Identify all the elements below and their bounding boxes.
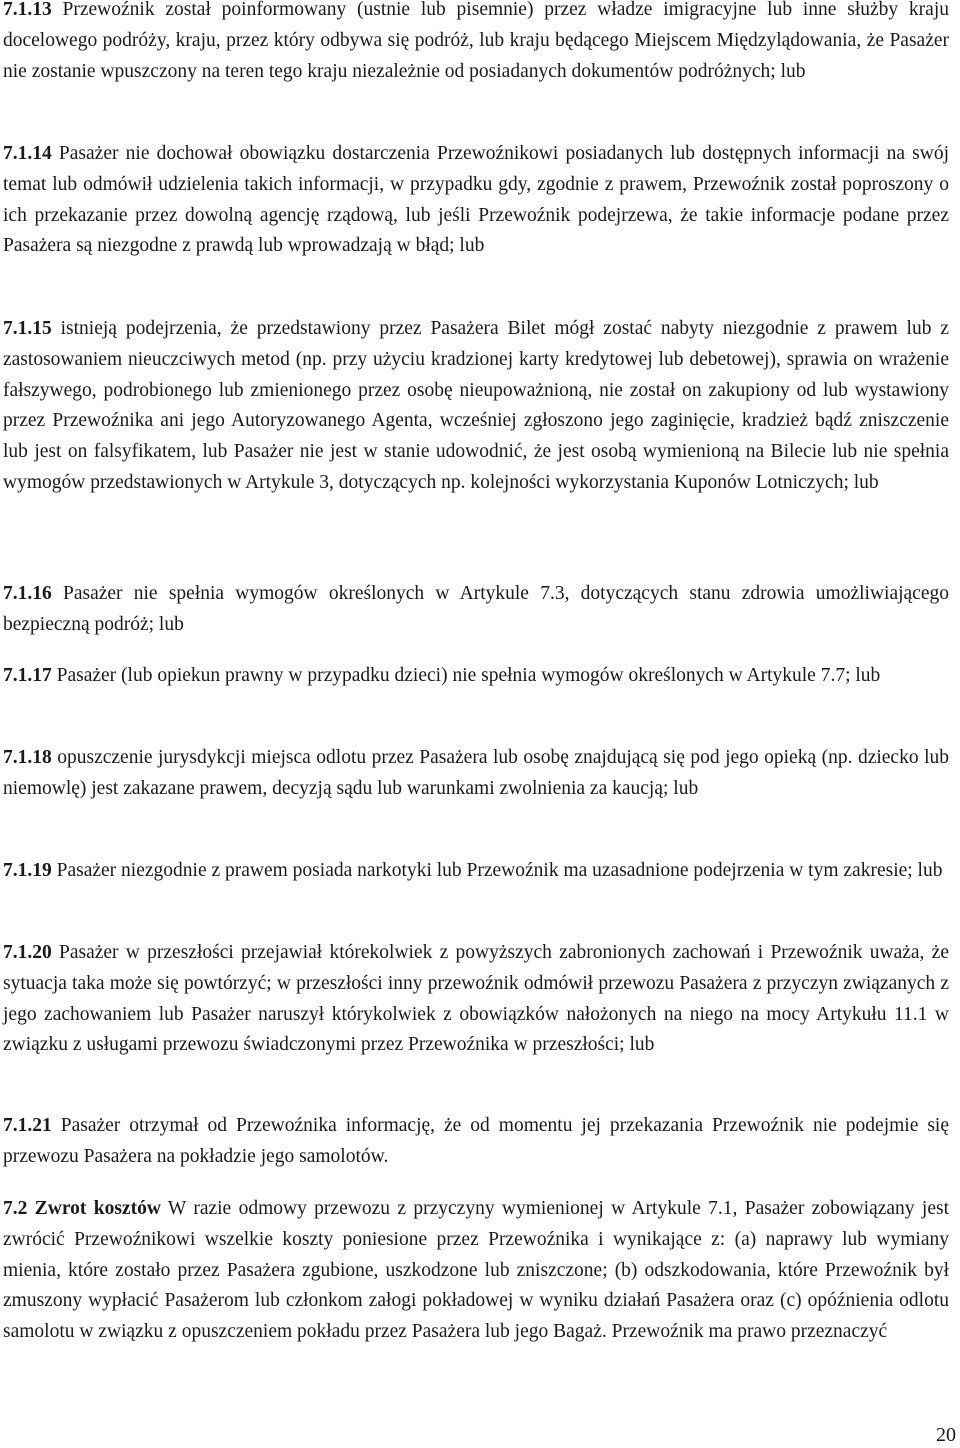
paragraph-7-2 xyxy=(3,1194,949,1348)
section-heading: 7.2 Zwrot kosztów xyxy=(3,1198,161,1219)
paragraph-text: Pasażer (lub opiekun prawny w przypadku dzieci) nie spełnia wymogów określonych w Artykule 7.7; lub xyxy=(51,665,881,686)
paragraph-text: Pasażer niezgodnie z prawem posiada narkotyki lub Przewoźnik ma uzasadnione podejrzenia w tym zakresie; lub xyxy=(51,860,943,881)
paragraph-text: W razie odmowy przewozu z przyczyny wymienionej w Artykule 7.1, Pasażer zobowiązany jest zwrócić Przewoźnikowi wszelkie koszty poniesione przez Przewoźnika i wynikające z: (a) naprawy lub wymiany mienia, które zostało przez Pasażera zgubione, uszkodzone lub zniszczone; (b) odszkodowania, które Przewoźnik był zmuszony wypłacić Pasażerom lub członkom załogi pokładowej w wyniku działań Pasażera oraz (c) opóźnienia odlotu samolotu w związku z opuszczeniem pokładu przez Pasażera lub jego Bagaż. Przewoźnik ma prawo przeznaczyć xyxy=(3,1198,949,1343)
paragraph-text: opuszczenie jurysdykcji miejsca odlotu przez Pasażera lub osobę znajdującą się pod jego opieką (np. dziecko lub niemowlę) jest zakazane prawem, decyzją sądu lub warunkami zwolnienia za kaucją; lub xyxy=(3,747,949,799)
paragraph-7-1-20 xyxy=(3,938,949,1061)
paragraph-text: Pasażer nie spełnia wymogów określonych w Artykule 7.3, dotyczących stanu zdrowia umożliwiającego bezpieczną podróż; lub xyxy=(3,583,949,635)
paragraph-number: 7.1.14 xyxy=(3,143,52,164)
paragraph-number: 7.1.16 xyxy=(3,583,52,604)
paragraph-text: Pasażer otrzymał od Przewoźnika informację, że od momentu jej przekazania Przewoźnik nie podejmie się przewozu Pasażera na pokładzie jego samolotów. xyxy=(3,1115,949,1167)
paragraph-text: istnieją podejrzenia, że przedstawiony przez Pasażera Bilet mógł zostać nabyty niezgodnie z prawem lub z zastosowaniem nieuczciwych metod (np. przy użyciu kradzionej karty kredytowej lub debetowej), sprawia on wrażenie fałszywego, podrobionego lub zmienionego przez osobę nieupoważnioną, nie został on zakupiony od lub wystawiony przez Przewoźnika ani jego Autoryzowanego Agenta, wcześniej zgłoszono jego zaginięcie, kradzież bądź zniszczenie lub jest on falsyfikatem, lub Pasażer nie jest w stanie udowodnić, że jest osobą wymienioną na Bilecie lub nie spełnia wymogów przedstawionych w Artykule 3, dotyczących np. kolejności wykorzystania Kuponów Lotniczych; lub xyxy=(3,318,949,493)
paragraph-7-1-18 xyxy=(3,743,949,805)
paragraph-7-1-19 xyxy=(3,856,949,887)
paragraph-7-1-14 xyxy=(3,139,949,262)
paragraph-number: 7.1.17 xyxy=(3,665,52,686)
paragraph-number: 7.1.19 xyxy=(3,860,52,881)
page-number: 20 xyxy=(936,1424,956,1446)
paragraph-number: 7.1.13 xyxy=(3,0,52,20)
paragraph-7-1-16 xyxy=(3,579,949,641)
paragraph-number: 7.1.18 xyxy=(3,747,52,768)
paragraph-7-1-17 xyxy=(3,661,949,692)
paragraph-text: Przewoźnik został poinformowany (ustnie lub pisemnie) przez władze imigracyjne lub inne służby kraju docelowego podróży, kraju, przez który odbywa się podróż, lub kraju będącego Miejscem Międzylądowania, że Pasażer nie zostanie wpuszczony na teren tego kraju niezależnie od posiadanych dokumentów podróżnych; lub xyxy=(3,0,949,82)
paragraph-7-1-21 xyxy=(3,1111,949,1173)
paragraph-text: Pasażer w przeszłości przejawiał którekolwiek z powyższych zabronionych zachowań i Przewoźnik uważa, że sytuacja taka może się powtórzyć; w przeszłości inny przewoźnik odmówił przewozu Pasażera z przyczyn związanych z jego zachowaniem lub Pasażer naruszył którykolwiek z obowiązków nałożonych na niego na mocy Artykułu 11.1 w związku z usługami przewozu świadczonymi przez Przewoźnika w przeszłości; lub xyxy=(3,942,949,1056)
paragraph-number: 7.1.21 xyxy=(3,1115,52,1136)
paragraph-text: Pasażer nie dochował obowiązku dostarczenia Przewoźnikowi posiadanych lub dostępnych informacji na swój temat lub odmówił udzielenia takich informacji, w przypadku gdy, zgodnie z prawem, Przewoźnik został poproszony o ich przekazanie przez dowolną agencję rządową, lub jeśli Przewoźnik podejrzewa, że takie informacje podane przez Pasażera są niezgodne z prawdą lub wprowadzają w błąd; lub xyxy=(3,143,949,257)
paragraph-7-1-15 xyxy=(3,314,949,499)
paragraph-7-1-13 xyxy=(3,0,949,87)
paragraph-number: 7.1.15 xyxy=(3,318,52,339)
paragraph-number: 7.1.20 xyxy=(3,942,52,963)
